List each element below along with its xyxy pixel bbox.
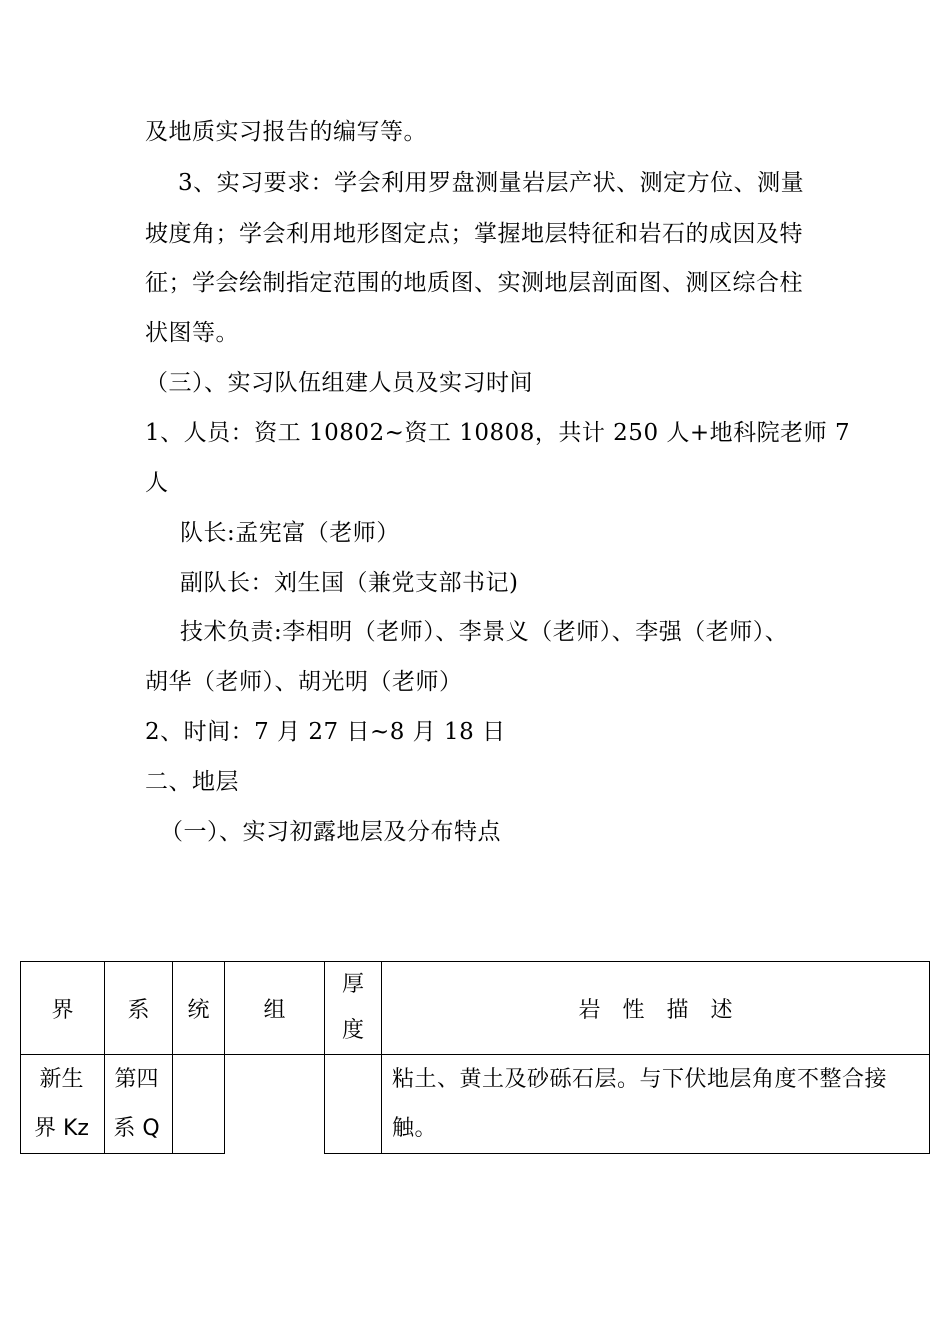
paragraph-line: 2、时间：7 月 27 日~8 月 18 日 bbox=[145, 719, 506, 745]
paragraph-line: 及地质实习报告的编写等。 bbox=[145, 119, 427, 145]
era-line2 bbox=[27, 1104, 96, 1153]
section-heading: （三）、实习队伍组建人员及实习时间 bbox=[145, 370, 533, 396]
paragraph-line: 人 bbox=[145, 470, 169, 496]
cell-series bbox=[173, 1055, 225, 1154]
system-line2-text: 系 bbox=[113, 1116, 143, 1141]
paragraph-line: 1、人员：资工 10802~资工 10808，共计 250 人+地科院老师 7 bbox=[145, 420, 851, 446]
description-line2: 触。 bbox=[392, 1116, 438, 1141]
header-era: 界 bbox=[21, 962, 105, 1055]
header-thickness-line1: 厚 bbox=[341, 972, 364, 997]
era-line1: 新生 bbox=[39, 1067, 84, 1092]
system-code: Q bbox=[142, 1116, 160, 1141]
section-heading: 二、地层 bbox=[145, 769, 239, 795]
cell-formation bbox=[225, 1055, 325, 1154]
paragraph-line: 副队长：刘生国（兼党支部书记) bbox=[180, 570, 519, 596]
system-line1: 第四 bbox=[114, 1067, 159, 1092]
paragraph-line: 技术负责:李相明（老师）、李景义（老师）、李强（老师）、 bbox=[180, 619, 789, 645]
cell-era bbox=[21, 1055, 105, 1154]
era-code: Kz bbox=[63, 1116, 89, 1141]
strata-table bbox=[20, 961, 930, 1154]
table-row bbox=[21, 1055, 930, 1154]
cell-thickness bbox=[325, 1055, 382, 1154]
section-heading: （一）、实习初露地层及分布特点 bbox=[160, 819, 501, 845]
cell-system bbox=[105, 1055, 173, 1154]
header-thickness bbox=[325, 962, 382, 1055]
table-header-row bbox=[21, 962, 930, 1055]
paragraph-line: 征；学会绘制指定范围的地质图、实测地层剖面图、测区综合柱 bbox=[145, 270, 803, 296]
header-system: 系 bbox=[105, 962, 173, 1055]
paragraph-line: 3、实习要求：学会利用罗盘测量岩层产状、测定方位、测量 bbox=[178, 170, 805, 196]
header-formation: 组 bbox=[225, 962, 325, 1055]
header-series: 统 bbox=[173, 962, 225, 1055]
era-line2-text: 界 bbox=[34, 1116, 63, 1141]
header-thickness-line2: 度 bbox=[341, 1018, 364, 1043]
paragraph-line: 状图等。 bbox=[145, 320, 239, 346]
header-description: 岩 性 描 述 bbox=[382, 962, 930, 1055]
paragraph-line: 坡度角；学会利用地形图定点；掌握地层特征和岩石的成因及特 bbox=[145, 221, 803, 247]
system-line2 bbox=[109, 1104, 164, 1153]
paragraph-line: 胡华（老师）、胡光明（老师） bbox=[145, 669, 463, 695]
paragraph-line: 队长:孟宪富（老师） bbox=[180, 520, 400, 546]
description-line1: 粘土、黄土及砂砾石层。与下伏地层角度不整合接 bbox=[392, 1067, 888, 1092]
cell-description bbox=[382, 1055, 930, 1154]
